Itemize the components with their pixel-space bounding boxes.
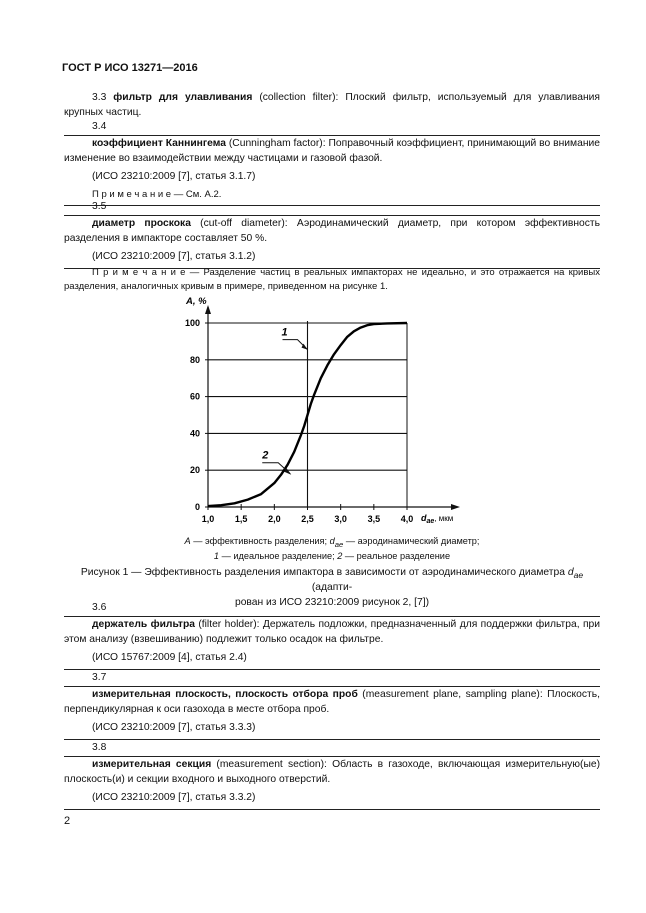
section-number: 3.5: [92, 201, 107, 212]
term: диаметр проскока: [92, 218, 191, 229]
callout-2-label: 2: [262, 449, 269, 462]
x-tick-label: 1,5: [234, 514, 248, 524]
caption-text: Рисунок 1 — Эффективность разделения импактора в зависимости от аэродинамического диаметра: [80, 567, 568, 578]
legend-text: — аэродинамический диаметр;: [343, 536, 480, 546]
note-block: [64, 266, 600, 295]
note-text: — Разделение частиц в реальных импакторах не идеально, и это отражается на кривых разделения, аналогичных кривым в примере, приведенном на рисунке 1.: [64, 267, 600, 293]
axis-labels: [185, 296, 453, 525]
source-ref: (ИСО 15767:2009 [4], статья 2.4): [92, 651, 247, 663]
legend-line-1: [64, 535, 600, 550]
definition: (collection filter): Плоский фильтр, используемый для улавливания крупных частиц.: [64, 92, 600, 118]
separation-chart: [0, 292, 646, 532]
source-ref: (ИСО 23210:2009 [7], статья 3.1.7): [92, 170, 256, 182]
legend-symbol: d: [329, 536, 335, 546]
term: фильтр для улавливания: [113, 92, 253, 103]
x-tick-label: 2,5: [301, 514, 314, 524]
term: коэффициент Каннингема: [92, 138, 226, 149]
legend-symbol: A: [184, 536, 191, 546]
caption-text: (адапти-: [311, 582, 353, 594]
legend-text: — эффективность разделения;: [190, 536, 330, 546]
caption-text: рован из ИСО 23210:2009 рисунок 2, [7]): [234, 597, 430, 609]
section-3-5: [64, 215, 600, 269]
legend-text: — идеальное разделение;: [219, 551, 338, 562]
definition: (cut-off diameter): Аэродинамический диаметр, при котором эффективность разделения в импакторе составляет 50 %.: [64, 218, 600, 244]
page-number: 2: [64, 815, 71, 827]
note: [64, 188, 600, 202]
note-label: П р и м е ч а н и е: [92, 188, 172, 200]
term: держатель фильтра: [92, 619, 195, 630]
term: измерительная плоскость, плоскость отбора проб: [92, 689, 358, 700]
y-tick-label: 100: [184, 318, 200, 328]
legend-symbol: 2: [337, 551, 343, 562]
x-tick-label: 4,0: [400, 514, 414, 524]
y-tick-label: 20: [189, 465, 200, 476]
figure-legend: [64, 535, 600, 564]
source-ref: (ИСО 23210:2009 [7], статья 3.3.3): [92, 721, 256, 733]
x-tick-label: 2,0: [268, 514, 281, 524]
x-axis-label: $d_{ae}$, мкм: [421, 513, 454, 525]
section-number: 3.3: [92, 92, 107, 103]
legend-subscript: ae: [334, 539, 344, 549]
x-tick-label: 1,0: [201, 514, 215, 524]
x-tick-label: 3,0: [334, 514, 347, 524]
note-text: — См. А.2.: [171, 188, 222, 200]
legend-text: — реальное разделение: [342, 551, 451, 562]
legend-symbol: 1: [213, 551, 220, 562]
tick-labels: [185, 318, 413, 524]
y-tick-label: 0: [194, 502, 200, 512]
section-number: 3.8: [92, 742, 107, 753]
x-tick-label: 3,5: [367, 514, 381, 524]
section-number: 3.7: [92, 672, 107, 683]
y-axis-label: A, %: [186, 296, 207, 307]
section-3-7: [64, 686, 600, 740]
definition: (measurement plane, sampling plane): Плоскость, перпендикулярная к оси газохода в месте отбора проб.: [64, 689, 600, 715]
section-3-3: [64, 91, 600, 121]
x-axis-arrow: [451, 504, 460, 510]
caption-subscript: ae: [573, 570, 584, 581]
section-3-6: [64, 616, 600, 670]
note-label: П р и м е ч а н и е: [92, 267, 186, 278]
section-3-8: [64, 756, 600, 810]
section-3-4: [64, 135, 600, 206]
axes: [205, 305, 460, 510]
caption-symbol: d: [567, 567, 574, 578]
section-number: 3.6: [92, 602, 107, 613]
callout-1-label: 1: [281, 326, 288, 339]
document-header: ГОСТ Р ИСО 13271—2016: [62, 62, 198, 74]
definition: (filter holder): Держатель подложки, предназначенный для поддержки фильтра, при этом анализу (взвешиванию) подлежит только осадок на фильтре.: [64, 619, 600, 645]
definition: (measurement section): Область в газоходе, включающая измерительную(ые) плоскость(и) и секции входного и выходного отверстий.: [64, 759, 601, 785]
y-tick-label: 80: [189, 354, 200, 365]
figure-caption: [64, 566, 600, 611]
term: измерительная секция: [92, 759, 212, 770]
source-ref: (ИСО 23210:2009 [7], статья 3.3.2): [92, 791, 256, 803]
definition: (Cunningham factor): Поправочный коэффициент, принимающий во внимание изменение во взаимодействии между частицами и газовой фазой.: [64, 138, 600, 164]
section-number: 3.4: [92, 121, 107, 132]
y-tick-label: 60: [189, 391, 200, 402]
y-tick-label: 40: [189, 428, 200, 439]
source-ref: (ИСО 23210:2009 [7], статья 3.1.2): [92, 250, 256, 262]
legend-line-2: [64, 550, 600, 564]
